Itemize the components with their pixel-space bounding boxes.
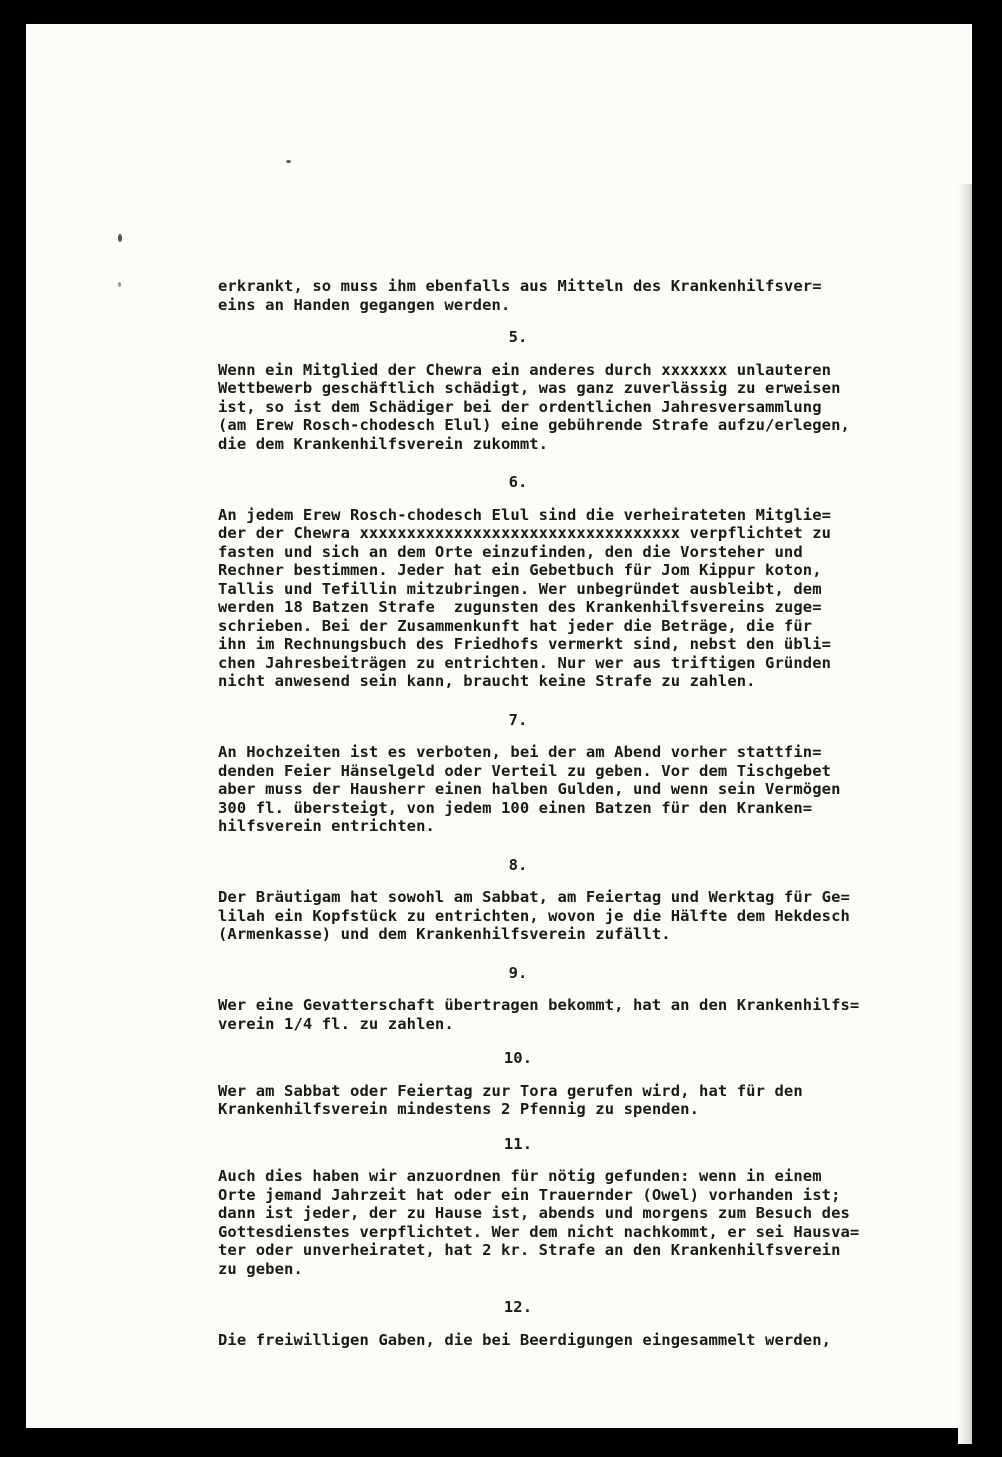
section-line: ihn im Rechnungsbuch des Friedhofs vermerkt sind, nebst den übli=	[218, 635, 832, 653]
typed-text-body	[218, 277, 968, 1349]
section-number: 7.	[508, 710, 528, 729]
section-line: werden 18 Batzen Strafe zugunsten des Krankenhilfsvereins zuge=	[218, 598, 822, 616]
section-line: hilfsverein entrichten.	[218, 817, 435, 835]
section-number: 11.	[503, 1134, 533, 1153]
section-line: Die freiwilligen Gaben, die bei Beerdigungen eingesammelt werden,	[218, 1330, 832, 1349]
scan-speck	[118, 282, 121, 287]
section-line: ter oder unverheiratet, hat 2 kr. Strafe an den Krankenhilfsverein	[218, 1241, 841, 1259]
section-line: (am Erew Rosch-chodesch Elul) eine gebührende Strafe aufzu/erlegen,	[218, 416, 850, 434]
section-line: Wer am Sabbat oder Feiertag zur Tora gerufen wird, hat für den	[218, 1081, 803, 1100]
section-line: schrieben. Bei der Zusammenkunft hat jeder die Beträge, die für	[218, 616, 813, 635]
section-line: Der Bräutigam hat sowohl am Sabbat, am Feiertag und Werktag für Ge=	[218, 888, 850, 906]
section-number: 9.	[508, 963, 528, 982]
section-line: Rechner bestimmen. Jeder hat ein Gebetbuch für Jom Kippur koton,	[218, 561, 822, 579]
section-line: nicht anwesend sein kann, braucht keine Strafe zu zahlen.	[218, 672, 756, 690]
section-line: An Hochzeiten ist es verboten, bei der am Abend vorher stattfin=	[218, 743, 822, 761]
section-line: denden Feier Hänselgeld oder Verteil zu geben. Vor dem Tischgebet	[218, 761, 832, 780]
section-line: 300 fl. übersteigt, von jedem 100 einen Batzen für den Kranken=	[218, 798, 813, 817]
section-number: 6.	[508, 473, 528, 491]
section-line: Krankenhilfsverein mindestens 2 Pfennig zu spenden.	[218, 1100, 700, 1118]
intro-line: erkrankt, so muss ihm ebenfalls aus Mitteln des Krankenhilfsver=	[218, 277, 822, 295]
section-line: Wettbewerb geschäftlich schädigt, was ganz zuverlässig zu erweisen	[218, 379, 841, 397]
intro-line: eins an Handen gegangen werden.	[218, 295, 511, 314]
section-line: Auch dies haben wir anzuordnen für nötig gefunden: wenn in einem	[218, 1167, 822, 1185]
section-line: die dem Krankenhilfsverein zukommt.	[218, 434, 549, 453]
section-line: verein 1/4 fl. zu zahlen.	[218, 1014, 454, 1033]
section-line: (Armenkasse) und dem Krankenhilfsverein zufällt.	[218, 925, 671, 943]
section-line: aber muss der Hausherr einen halben Gulden, und wenn sein Vermögen	[218, 780, 841, 798]
section-line: chen Jahresbeiträgen zu entrichten. Nur wer aus triftigen Gründen	[218, 653, 832, 672]
section-line: An jedem Erew Rosch-chodesch Elul sind die verheirateten Mitglie=	[218, 505, 832, 524]
section-line: der der Chewra xxxxxxxxxxxxxxxxxxxxxxxxxxxxxxxxxx verpflichtet zu	[218, 524, 832, 542]
section-line: Wer eine Gevatterschaft übertragen bekommt, hat an den Krankenhilfs=	[218, 996, 860, 1014]
section-number: 8.	[508, 855, 528, 874]
scan-speck	[286, 160, 291, 163]
section-number: 12.	[503, 1298, 533, 1316]
section-number: 5.	[508, 328, 528, 346]
scan-speck	[118, 234, 122, 242]
section-line: fasten und sich an dem Orte einzufinden, den die Vorsteher und	[218, 542, 803, 561]
section-line: dann ist jeder, der zu Hause ist, abends und morgens zum Besuch des	[218, 1204, 850, 1222]
section-line: Wenn ein Mitglied der Chewra ein anderes durch xxxxxxx unlauteren	[218, 360, 832, 379]
section-line: Tallis und Tefillin mitzubringen. Wer unbegründet ausbleibt, dem	[218, 579, 822, 598]
section-line: lilah ein Kopfstück zu entrichten, wovon je die Hälfte dem Hekdesch	[218, 906, 850, 925]
section-line: Orte jemand Jahrzeit hat oder ein Trauernder (Owel) vorhanden ist;	[218, 1185, 841, 1204]
section-line: zu geben.	[218, 1259, 303, 1278]
section-line: ist, so ist dem Schädiger bei der ordentlichen Jahresversammlung	[218, 397, 822, 416]
section-line: Gottesdienstes verpflichtet. Wer dem nicht nachkommt, er sei Hausva=	[218, 1222, 860, 1241]
section-number: 10.	[503, 1049, 533, 1067]
